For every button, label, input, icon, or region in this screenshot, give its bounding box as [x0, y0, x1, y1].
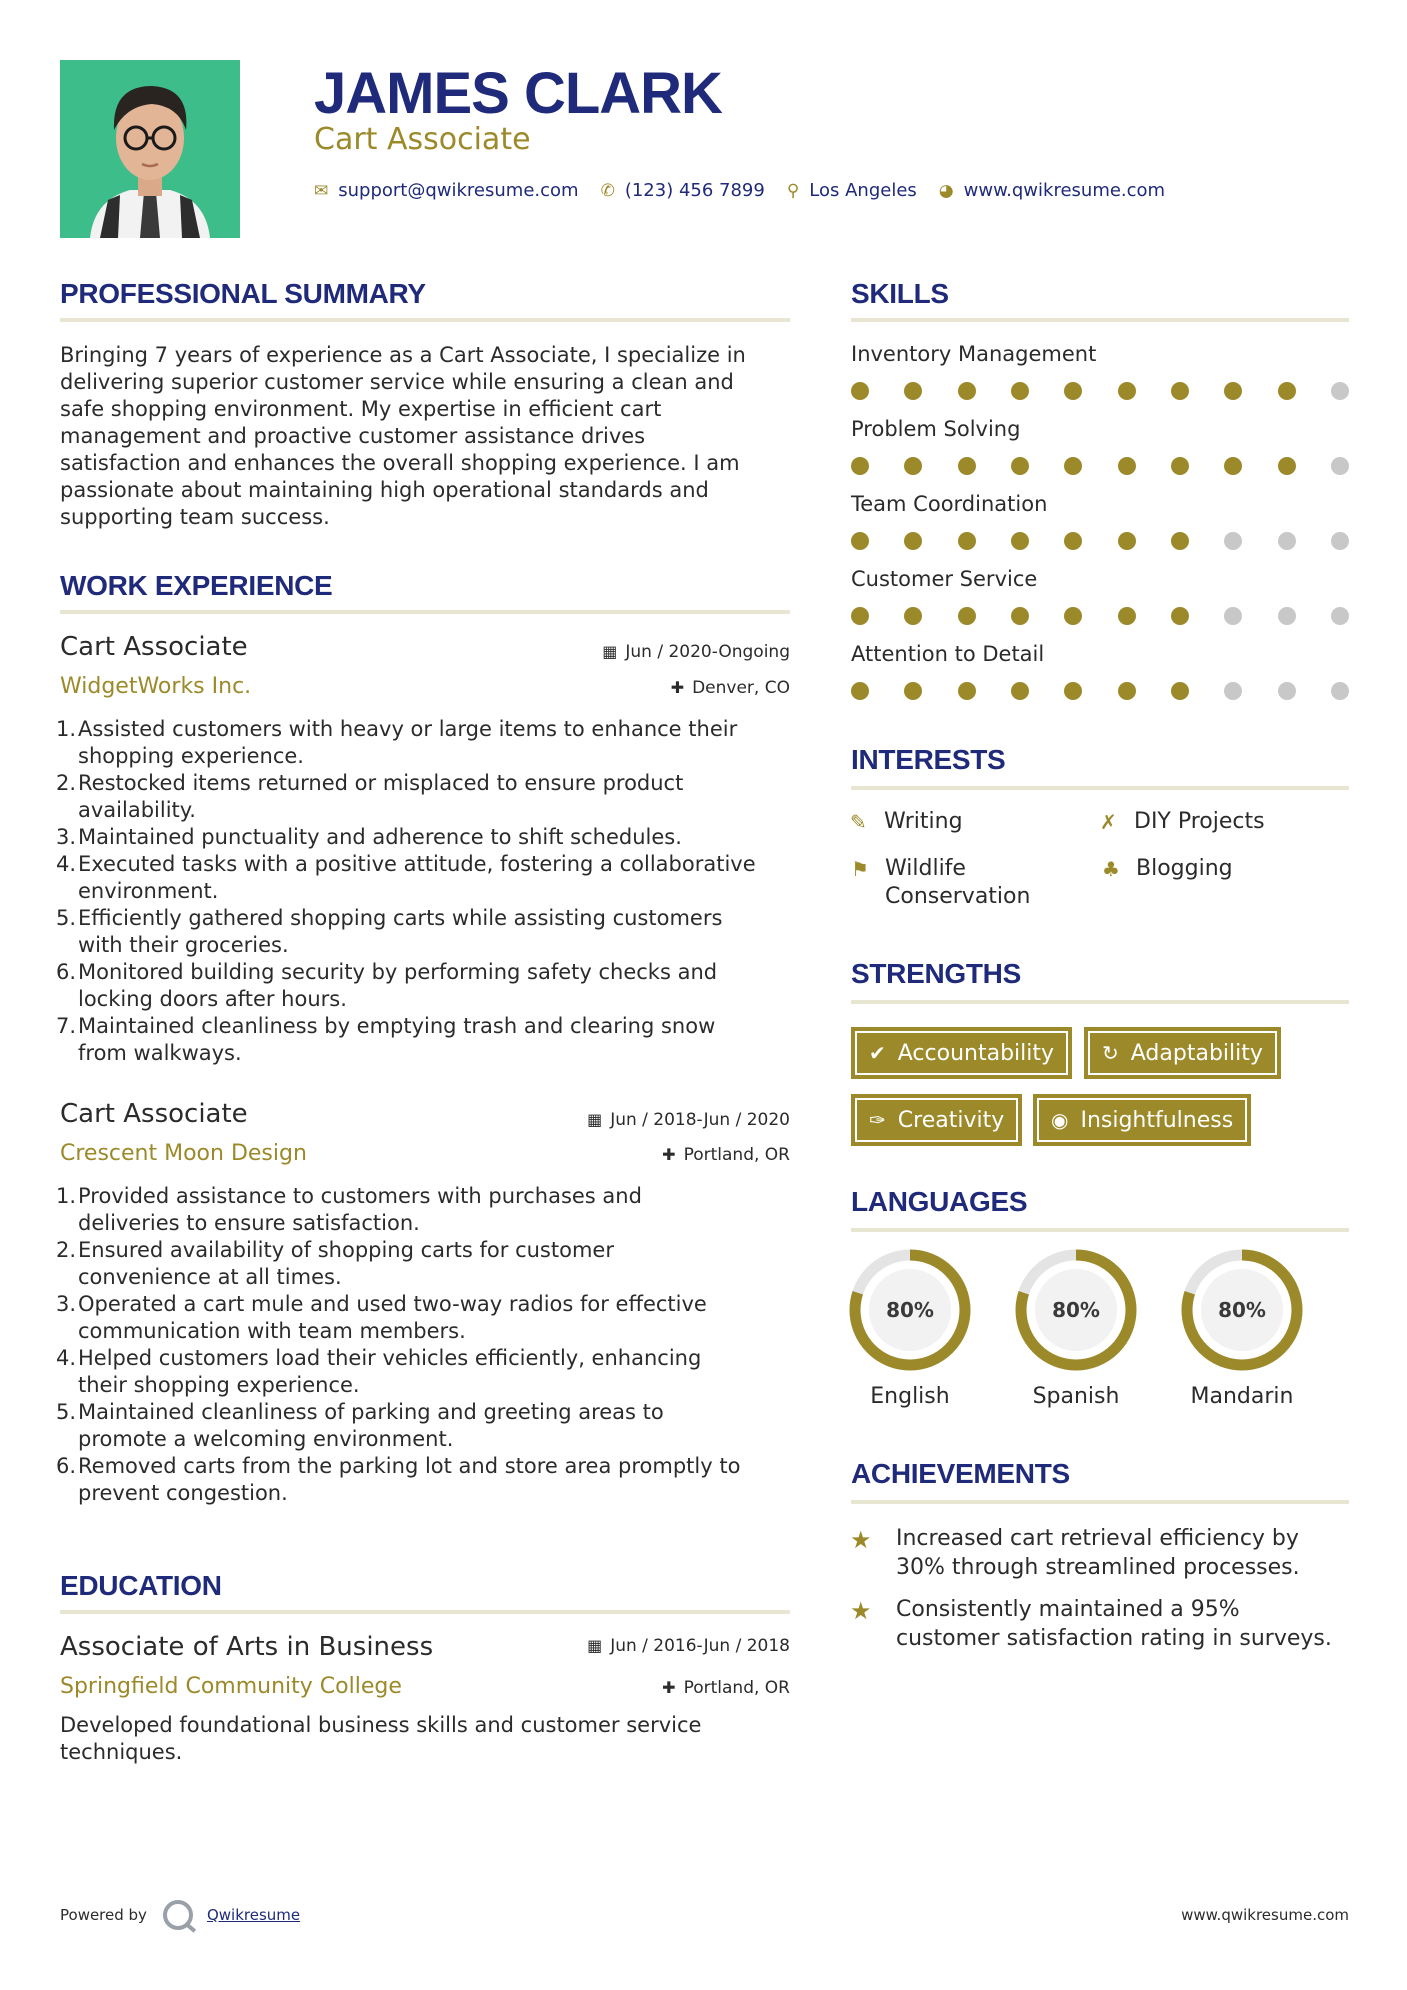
refresh-icon: ↻ — [1102, 1041, 1119, 1065]
education-description: Developed foundational business skills and customer service techniques. — [60, 1713, 702, 1764]
rating-dot-empty — [1224, 607, 1242, 625]
rating-dot-filled — [1011, 532, 1029, 550]
skill-name: Team Coordination — [851, 492, 1048, 516]
rating-dot-empty — [1331, 532, 1349, 550]
rating-dot-filled — [1171, 607, 1189, 625]
list-item: 4. Helped customers load their vehicles efficiently, enhancing their shopping experience. — [55, 1346, 702, 1397]
interests-rule — [851, 786, 1349, 790]
skill-rating — [851, 682, 1349, 700]
wrench-icon: ✗ — [1100, 810, 1117, 834]
rating-dot-filled — [1171, 682, 1189, 700]
summary-line: Bringing 7 years of experience as a Cart Associate, I specialize in — [60, 343, 746, 367]
summary-rule — [60, 318, 790, 322]
rating-dot-filled — [1064, 532, 1082, 550]
job-dates-text: Jun / 2020-Ongoing — [625, 642, 790, 662]
contact-email[interactable] — [314, 180, 579, 201]
interests-heading: INTERESTS — [851, 744, 1006, 775]
list-item: 7. Maintained cleanliness by emptying trash and clearing snow from walkways. — [55, 1014, 716, 1065]
website-text: www.qwikresume.com — [963, 180, 1166, 201]
star-icon: ★ — [850, 1597, 872, 1625]
rating-dot-filled — [1224, 457, 1242, 475]
strengths-rule — [851, 1000, 1349, 1004]
contact-phone[interactable] — [601, 180, 765, 201]
users-icon: ♣ — [1102, 857, 1120, 881]
progress-ring — [1014, 1248, 1138, 1372]
rating-dot-filled — [904, 682, 922, 700]
rating-dot-empty — [1331, 682, 1349, 700]
education-dates-text: Jun / 2016-Jun / 2018 — [610, 1636, 790, 1656]
rating-dot-filled — [1224, 382, 1242, 400]
calendar-icon: ▦ — [587, 1110, 603, 1129]
rating-dot-filled — [851, 457, 869, 475]
skill-name: Attention to Detail — [851, 642, 1045, 666]
rating-dot-filled — [851, 682, 869, 700]
languages-heading: LANGUAGES — [851, 1186, 1028, 1217]
rating-dot-filled — [1171, 532, 1189, 550]
contact-bar — [314, 180, 1187, 201]
strengths-heading: STRENGTHS — [851, 958, 1021, 989]
summary-heading: PROFESSIONAL SUMMARY — [60, 278, 426, 309]
list-item: 3. Operated a cart mule and used two-way radios for effective communication with team members. — [55, 1292, 707, 1343]
rating-dot-filled — [1118, 682, 1136, 700]
job-company: Crescent Moon Design — [60, 1141, 307, 1166]
list-item: 6. Monitored building security by performing safety checks and locking doors after hours. — [55, 960, 718, 1011]
list-item: 4. Executed tasks with a positive attitude, fostering a collaborative environment. — [55, 852, 756, 903]
summary-line: management and proactive customer assistance drives — [60, 424, 646, 448]
progress-ring — [848, 1248, 972, 1372]
footer-site-link[interactable]: www.qwikresume.com — [1181, 1906, 1349, 1924]
progress-ring — [1180, 1248, 1304, 1372]
strength-badge: ✑ Creativity — [851, 1094, 1022, 1146]
envelope-icon: ✉ — [314, 180, 329, 201]
rating-dot-empty — [1278, 607, 1296, 625]
school-name: Springfield Community College — [60, 1674, 402, 1699]
achievements-rule — [851, 1500, 1349, 1504]
rating-dot-empty — [1331, 457, 1349, 475]
email-text: support@qwikresume.com — [338, 180, 579, 201]
powered-by-text: Powered by — [60, 1906, 147, 1924]
rating-dot-filled — [1011, 457, 1029, 475]
summary-line: satisfaction and enhances the overall shopping experience. I am — [60, 451, 740, 475]
summary-line: supporting team success. — [60, 505, 330, 529]
experience-rule — [60, 610, 790, 614]
skill-rating — [851, 382, 1349, 400]
rating-dot-filled — [904, 457, 922, 475]
profile-photo — [60, 60, 240, 238]
rating-dot-filled — [1171, 457, 1189, 475]
rating-dot-filled — [958, 532, 976, 550]
rating-dot-empty — [1331, 382, 1349, 400]
strength-badge: ↻ Adaptability — [1084, 1027, 1281, 1079]
progress-ring-label: 80% — [1218, 1298, 1266, 1322]
rating-dot-filled — [1118, 457, 1136, 475]
interest-item: ✎ Writing — [850, 809, 963, 834]
rating-dot-filled — [1064, 607, 1082, 625]
location-text: Los Angeles — [809, 180, 917, 201]
skill-rating — [851, 607, 1349, 625]
contact-location — [787, 180, 917, 201]
languages-rule — [851, 1228, 1349, 1232]
footer-powered-by — [60, 1900, 300, 1930]
interest-item: ♣ Blogging — [1102, 856, 1233, 881]
progress-ring-label: 80% — [886, 1298, 934, 1322]
star-icon: ★ — [850, 1526, 872, 1554]
pin-icon: ✚ — [662, 1678, 676, 1697]
rating-dot-filled — [904, 607, 922, 625]
rating-dot-filled — [1011, 607, 1029, 625]
education-location — [662, 1678, 790, 1698]
flag-icon: ⚑ — [851, 857, 869, 881]
rating-dot-filled — [958, 607, 976, 625]
phone-icon: ✆ — [600, 180, 615, 201]
language-name: Mandarin — [1190, 1384, 1294, 1409]
language-name: English — [870, 1384, 950, 1409]
skill-name: Problem Solving — [851, 417, 1021, 441]
job-location — [662, 1145, 790, 1165]
job-dates — [587, 1110, 790, 1130]
qwikresume-logo-icon — [163, 1900, 193, 1930]
rating-dot-filled — [1278, 457, 1296, 475]
job-dates — [602, 642, 790, 662]
rating-dot-filled — [958, 382, 976, 400]
skills-rule — [851, 318, 1349, 322]
rating-dot-filled — [851, 382, 869, 400]
list-item: 2. Restocked items returned or misplaced to ensure product availability. — [55, 771, 684, 822]
achievement-item: ★ Increased cart retrieval efficiency by 30% through streamlined processes. — [850, 1526, 1300, 1580]
rating-dot-empty — [1278, 682, 1296, 700]
rating-dot-empty — [1224, 532, 1242, 550]
list-item: 3. Maintained punctuality and adherence to shift schedules. — [55, 825, 682, 849]
pin-icon: ✚ — [662, 1145, 676, 1164]
achievement-item: ★ Consistently maintained a 95% customer satisfaction rating in surveys. — [850, 1597, 1332, 1651]
rating-dot-empty — [1278, 532, 1296, 550]
rating-dot-filled — [1118, 382, 1136, 400]
job-title: Cart Associate — [60, 632, 248, 662]
candidate-name: JAMES CLARK — [314, 61, 722, 126]
job-location-text: Portland, OR — [683, 1145, 790, 1165]
education-rule — [60, 1610, 790, 1614]
job-responsibilities — [55, 716, 800, 1067]
phone-text: (123) 456 7899 — [624, 180, 765, 201]
skill-rating — [851, 457, 1349, 475]
eye-icon: ◉ — [1051, 1108, 1069, 1132]
experience-heading: WORK EXPERIENCE — [60, 570, 333, 601]
contact-website[interactable] — [939, 180, 1165, 201]
rating-dot-filled — [1011, 382, 1029, 400]
interest-item: ✗ DIY Projects — [1100, 809, 1265, 834]
rating-dot-empty — [1331, 607, 1349, 625]
list-item: 5. Efficiently gathered shopping carts while assisting customers with their groceries. — [55, 906, 723, 957]
rating-dot-filled — [958, 457, 976, 475]
rating-dot-filled — [1064, 457, 1082, 475]
rating-dot-filled — [1118, 532, 1136, 550]
list-item: 1. Assisted customers with heavy or large items to enhance their shopping experience. — [55, 717, 738, 768]
job-title: Cart Associate — [60, 1099, 248, 1129]
rating-dot-empty — [1224, 682, 1242, 700]
skill-rating — [851, 532, 1349, 550]
education-dates — [587, 1636, 790, 1656]
language-gauge — [1013, 1248, 1139, 1372]
strength-badge: ✔ Accountability — [851, 1027, 1072, 1079]
job-responsibilities — [55, 1183, 800, 1507]
globe-icon: ◕ — [938, 180, 954, 201]
rating-dot-filled — [1011, 682, 1029, 700]
list-item: 5. Maintained cleanliness of parking and greeting areas to promote a welcoming environment. — [55, 1400, 664, 1451]
brand-link[interactable]: Qwikresume — [206, 1906, 301, 1924]
job-company: WidgetWorks Inc. — [60, 674, 252, 699]
list-item: 6. Removed carts from the parking lot and store area promptly to prevent congestion. — [55, 1454, 741, 1505]
pencil-icon: ✎ — [850, 810, 867, 834]
summary-line: passionate about maintaining high operational standards and — [60, 478, 709, 502]
list-item: 2. Ensured availability of shopping carts for customer convenience at all times. — [55, 1238, 614, 1289]
rating-dot-filled — [904, 382, 922, 400]
job-dates-text: Jun / 2018-Jun / 2020 — [610, 1110, 790, 1130]
summary-text — [60, 342, 790, 531]
pin-icon: ✚ — [670, 678, 685, 697]
skills-heading: SKILLS — [851, 278, 949, 309]
interest-item: ⚑ Wildlife Conservation — [851, 856, 1031, 909]
rating-dot-filled — [1118, 607, 1136, 625]
rating-dot-filled — [1064, 382, 1082, 400]
skill-name: Customer Service — [851, 567, 1038, 591]
skill-name: Inventory Management — [851, 342, 1097, 366]
map-pin-icon: ⚲ — [786, 180, 800, 201]
education-location-text: Portland, OR — [683, 1678, 790, 1698]
rating-dot-filled — [1278, 382, 1296, 400]
person-avatar-illustration — [60, 60, 240, 238]
job-location-text: Denver, CO — [692, 678, 790, 698]
job-location — [671, 678, 790, 698]
strength-badge: ◉ Insightfulness — [1033, 1094, 1251, 1146]
rating-dot-filled — [1171, 382, 1189, 400]
paintbrush-icon: ✑ — [869, 1108, 886, 1132]
list-item: 1. Provided assistance to customers with purchases and deliveries to ensure satisfaction. — [55, 1184, 642, 1235]
check-circle-icon: ✔ — [869, 1041, 886, 1065]
rating-dot-filled — [851, 607, 869, 625]
achievements-heading: ACHIEVEMENTS — [851, 1458, 1070, 1489]
rating-dot-filled — [851, 532, 869, 550]
language-gauge — [847, 1248, 973, 1372]
summary-line: delivering superior customer service while ensuring a clean and — [60, 370, 734, 394]
progress-ring-label: 80% — [1052, 1298, 1100, 1322]
calendar-icon: ▦ — [587, 1636, 603, 1655]
rating-dot-filled — [958, 682, 976, 700]
candidate-role: Cart Associate — [314, 122, 531, 157]
rating-dot-filled — [904, 532, 922, 550]
rating-dot-filled — [1064, 682, 1082, 700]
degree-title: Associate of Arts in Business — [60, 1632, 434, 1662]
language-gauge — [1179, 1248, 1305, 1372]
education-heading: EDUCATION — [60, 1570, 222, 1601]
summary-line: safe shopping environment. My expertise in efficient cart — [60, 397, 662, 421]
language-name: Spanish — [1032, 1384, 1120, 1409]
calendar-icon: ▦ — [602, 642, 618, 661]
